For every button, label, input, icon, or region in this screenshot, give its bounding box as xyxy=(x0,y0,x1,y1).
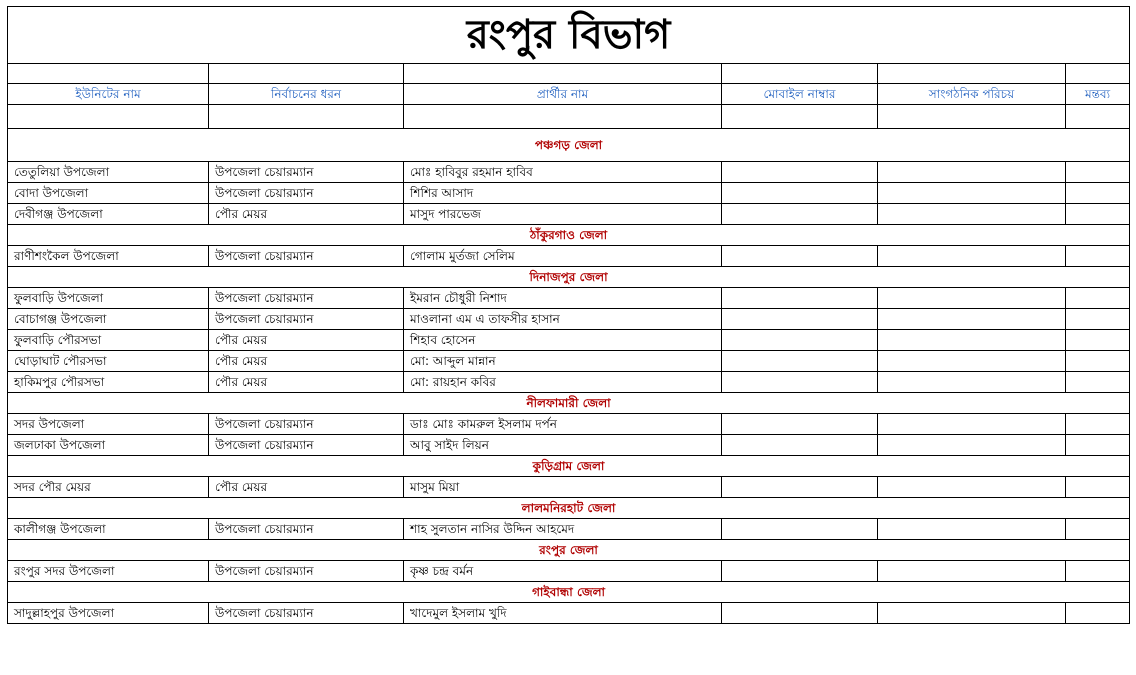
candidate-name-cell[interactable]: আবু সাইদ লিয়ন xyxy=(404,435,722,456)
table-row xyxy=(8,414,1130,435)
candidate-name-cell[interactable]: মোঃ হাবিবুর রহমান হাবিব xyxy=(404,162,722,183)
organizational-identity-cell[interactable] xyxy=(878,414,1066,435)
remarks-cell[interactable] xyxy=(1066,162,1130,183)
remarks-cell[interactable] xyxy=(1066,477,1130,498)
remarks-cell[interactable] xyxy=(1066,351,1130,372)
candidate-name-cell[interactable]: মাসুদ পারভেজ xyxy=(404,204,722,225)
mobile-number-cell[interactable] xyxy=(722,435,878,456)
unit-name-cell[interactable]: ফুলবাড়ি উপজেলা xyxy=(8,288,209,309)
district-name[interactable]: ঠাঁকুরগাও জেলা xyxy=(8,225,1130,246)
organizational-identity-cell[interactable] xyxy=(878,183,1066,204)
unit-name-cell[interactable]: বোদা উপজেলা xyxy=(8,183,209,204)
unit-name-cell[interactable]: কালীগঞ্জ উপজেলা xyxy=(8,519,209,540)
remarks-cell[interactable] xyxy=(1066,330,1130,351)
spreadsheet xyxy=(7,6,1129,624)
remarks-cell[interactable] xyxy=(1066,309,1130,330)
election-type-cell[interactable]: পৌর মেয়র xyxy=(209,204,404,225)
candidate-name-cell[interactable]: মো: রায়হান কবির xyxy=(404,372,722,393)
blank-row xyxy=(8,64,1130,84)
remarks-cell[interactable] xyxy=(1066,414,1130,435)
candidate-name-cell[interactable]: ডাঃ মোঃ কামরুল ইসলাম দর্পন xyxy=(404,414,722,435)
district-row xyxy=(8,393,1130,414)
district-name[interactable]: গাইবান্ধা জেলা xyxy=(8,582,1130,603)
mobile-number-cell[interactable] xyxy=(722,246,878,267)
organizational-identity-cell[interactable] xyxy=(878,519,1066,540)
table-row xyxy=(8,204,1130,225)
election-type-cell[interactable]: পৌর মেয়র xyxy=(209,330,404,351)
unit-name-cell[interactable]: সাদুল্লাহপুর উপজেলা xyxy=(8,603,209,624)
candidate-name-cell[interactable]: মাসুম মিয়া xyxy=(404,477,722,498)
table-row xyxy=(8,519,1130,540)
sheet-title: রংপুর বিভাগ xyxy=(8,7,1130,64)
mobile-number-cell[interactable] xyxy=(722,162,878,183)
header-unit-name[interactable]: ইউনিটের নাম xyxy=(8,84,209,105)
candidate-name-cell[interactable]: মাওলানা এম এ তাফসীর হাসান xyxy=(404,309,722,330)
election-type-cell[interactable]: উপজেলা চেয়ারম্যান xyxy=(209,435,404,456)
mobile-number-cell[interactable] xyxy=(722,603,878,624)
table-row xyxy=(8,288,1130,309)
title-row xyxy=(8,7,1130,64)
unit-name-cell[interactable]: সদর পৌর মেয়র xyxy=(8,477,209,498)
unit-name-cell[interactable]: দেবীগঞ্জ উপজেলা xyxy=(8,204,209,225)
unit-name-cell[interactable]: রাণীশংকৈল উপজেলা xyxy=(8,246,209,267)
organizational-identity-cell[interactable] xyxy=(878,477,1066,498)
header-candidate-name[interactable]: প্রার্থীর নাম xyxy=(404,84,722,105)
unit-name-cell[interactable]: ফুলবাড়ি পৌরসভা xyxy=(8,330,209,351)
remarks-cell[interactable] xyxy=(1066,372,1130,393)
mobile-number-cell[interactable] xyxy=(722,414,878,435)
table-row xyxy=(8,372,1130,393)
election-type-cell[interactable]: উপজেলা চেয়ারম্যান xyxy=(209,162,404,183)
remarks-cell[interactable] xyxy=(1066,435,1130,456)
organizational-identity-cell[interactable] xyxy=(878,288,1066,309)
blank-row xyxy=(8,105,1130,129)
unit-name-cell[interactable]: তেতুলিয়া উপজেলা xyxy=(8,162,209,183)
mobile-number-cell[interactable] xyxy=(722,519,878,540)
mobile-number-cell[interactable] xyxy=(722,288,878,309)
unit-name-cell[interactable]: সদর উপজেলা xyxy=(8,414,209,435)
district-row xyxy=(8,225,1130,246)
mobile-number-cell[interactable] xyxy=(722,309,878,330)
election-type-cell[interactable]: পৌর মেয়র xyxy=(209,372,404,393)
table-row xyxy=(8,351,1130,372)
header-election-type[interactable]: নির্বাচনের ধরন xyxy=(209,84,404,105)
election-type-cell[interactable]: উপজেলা চেয়ারম্যান xyxy=(209,309,404,330)
table-row xyxy=(8,603,1130,624)
mobile-number-cell[interactable] xyxy=(722,204,878,225)
district-row xyxy=(8,456,1130,477)
candidate-name-cell[interactable]: ইমরান চৌধুরী নিশাদ xyxy=(404,288,722,309)
mobile-number-cell[interactable] xyxy=(722,330,878,351)
organizational-identity-cell[interactable] xyxy=(878,351,1066,372)
district-row xyxy=(8,267,1130,288)
remarks-cell[interactable] xyxy=(1066,561,1130,582)
table-row xyxy=(8,330,1130,351)
unit-name-cell[interactable]: হাকিমপুর পৌরসভা xyxy=(8,372,209,393)
remarks-cell[interactable] xyxy=(1066,288,1130,309)
table-row xyxy=(8,183,1130,204)
election-type-cell[interactable]: পৌর মেয়র xyxy=(209,477,404,498)
district-row xyxy=(8,498,1130,519)
unit-name-cell[interactable]: রংপুর সদর উপজেলা xyxy=(8,561,209,582)
candidate-table xyxy=(7,6,1130,624)
candidate-name-cell[interactable]: খাদেমুল ইসলাম খুদি xyxy=(404,603,722,624)
header-organizational-identity[interactable]: সাংগঠনিক পরিচয় xyxy=(878,84,1066,105)
district-row xyxy=(8,582,1130,603)
candidate-name-cell[interactable]: শাহ সুলতান নাসির উদ্দিন আহমেদ xyxy=(404,519,722,540)
remarks-cell[interactable] xyxy=(1066,204,1130,225)
table-row xyxy=(8,477,1130,498)
table-row xyxy=(8,561,1130,582)
district-row xyxy=(8,129,1130,162)
candidate-name-cell[interactable]: মো: আব্দুল মান্নান xyxy=(404,351,722,372)
organizational-identity-cell[interactable] xyxy=(878,435,1066,456)
organizational-identity-cell[interactable] xyxy=(878,330,1066,351)
election-type-cell[interactable]: উপজেলা চেয়ারম্যান xyxy=(209,414,404,435)
table-row xyxy=(8,162,1130,183)
mobile-number-cell[interactable] xyxy=(722,372,878,393)
election-type-cell[interactable]: পৌর মেয়র xyxy=(209,351,404,372)
organizational-identity-cell[interactable] xyxy=(878,162,1066,183)
organizational-identity-cell[interactable] xyxy=(878,603,1066,624)
table-row xyxy=(8,309,1130,330)
district-name[interactable]: কুড়িগ্রাম জেলা xyxy=(8,456,1130,477)
district-name[interactable]: নীলফামারী জেলা xyxy=(8,393,1130,414)
organizational-identity-cell[interactable] xyxy=(878,204,1066,225)
mobile-number-cell[interactable] xyxy=(722,183,878,204)
remarks-cell[interactable] xyxy=(1066,183,1130,204)
candidate-name-cell[interactable]: শিশির আসাদ xyxy=(404,183,722,204)
organizational-identity-cell[interactable] xyxy=(878,246,1066,267)
remarks-cell[interactable] xyxy=(1066,519,1130,540)
candidate-name-cell[interactable]: শিহাব হোসেন xyxy=(404,330,722,351)
organizational-identity-cell[interactable] xyxy=(878,309,1066,330)
district-name[interactable]: লালমনিরহাট জেলা xyxy=(8,498,1130,519)
election-type-cell[interactable]: উপজেলা চেয়ারম্যান xyxy=(209,519,404,540)
election-type-cell[interactable]: উপজেলা চেয়ারম্যান xyxy=(209,183,404,204)
remarks-cell[interactable] xyxy=(1066,246,1130,267)
district-name[interactable]: দিনাজপুর জেলা xyxy=(8,267,1130,288)
table-row xyxy=(8,435,1130,456)
election-type-cell[interactable]: উপজেলা চেয়ারম্যান xyxy=(209,561,404,582)
election-type-cell[interactable]: উপজেলা চেয়ারম্যান xyxy=(209,246,404,267)
mobile-number-cell[interactable] xyxy=(722,351,878,372)
district-name[interactable]: পঞ্চগড় জেলা xyxy=(8,129,1130,162)
district-row xyxy=(8,540,1130,561)
header-remarks[interactable]: মন্তব্য xyxy=(1066,84,1130,105)
unit-name-cell[interactable]: ঘোড়াঘাট পৌরসভা xyxy=(8,351,209,372)
election-type-cell[interactable]: উপজেলা চেয়ারম্যান xyxy=(209,603,404,624)
header-row xyxy=(8,84,1130,105)
organizational-identity-cell[interactable] xyxy=(878,561,1066,582)
header-mobile-number[interactable]: মোবাইল নাম্বার xyxy=(722,84,878,105)
table-row xyxy=(8,246,1130,267)
candidate-name-cell[interactable]: কৃষ্ণ চন্দ্র বর্মন xyxy=(404,561,722,582)
mobile-number-cell[interactable] xyxy=(722,561,878,582)
candidate-name-cell[interactable]: গোলাম মুর্তজা সেলিম xyxy=(404,246,722,267)
election-type-cell[interactable]: উপজেলা চেয়ারম্যান xyxy=(209,288,404,309)
unit-name-cell[interactable]: জলঢাকা উপজেলা xyxy=(8,435,209,456)
mobile-number-cell[interactable] xyxy=(722,477,878,498)
remarks-cell[interactable] xyxy=(1066,603,1130,624)
unit-name-cell[interactable]: বোচাগঞ্জ উপজেলা xyxy=(8,309,209,330)
district-name[interactable]: রংপুর জেলা xyxy=(8,540,1130,561)
organizational-identity-cell[interactable] xyxy=(878,372,1066,393)
